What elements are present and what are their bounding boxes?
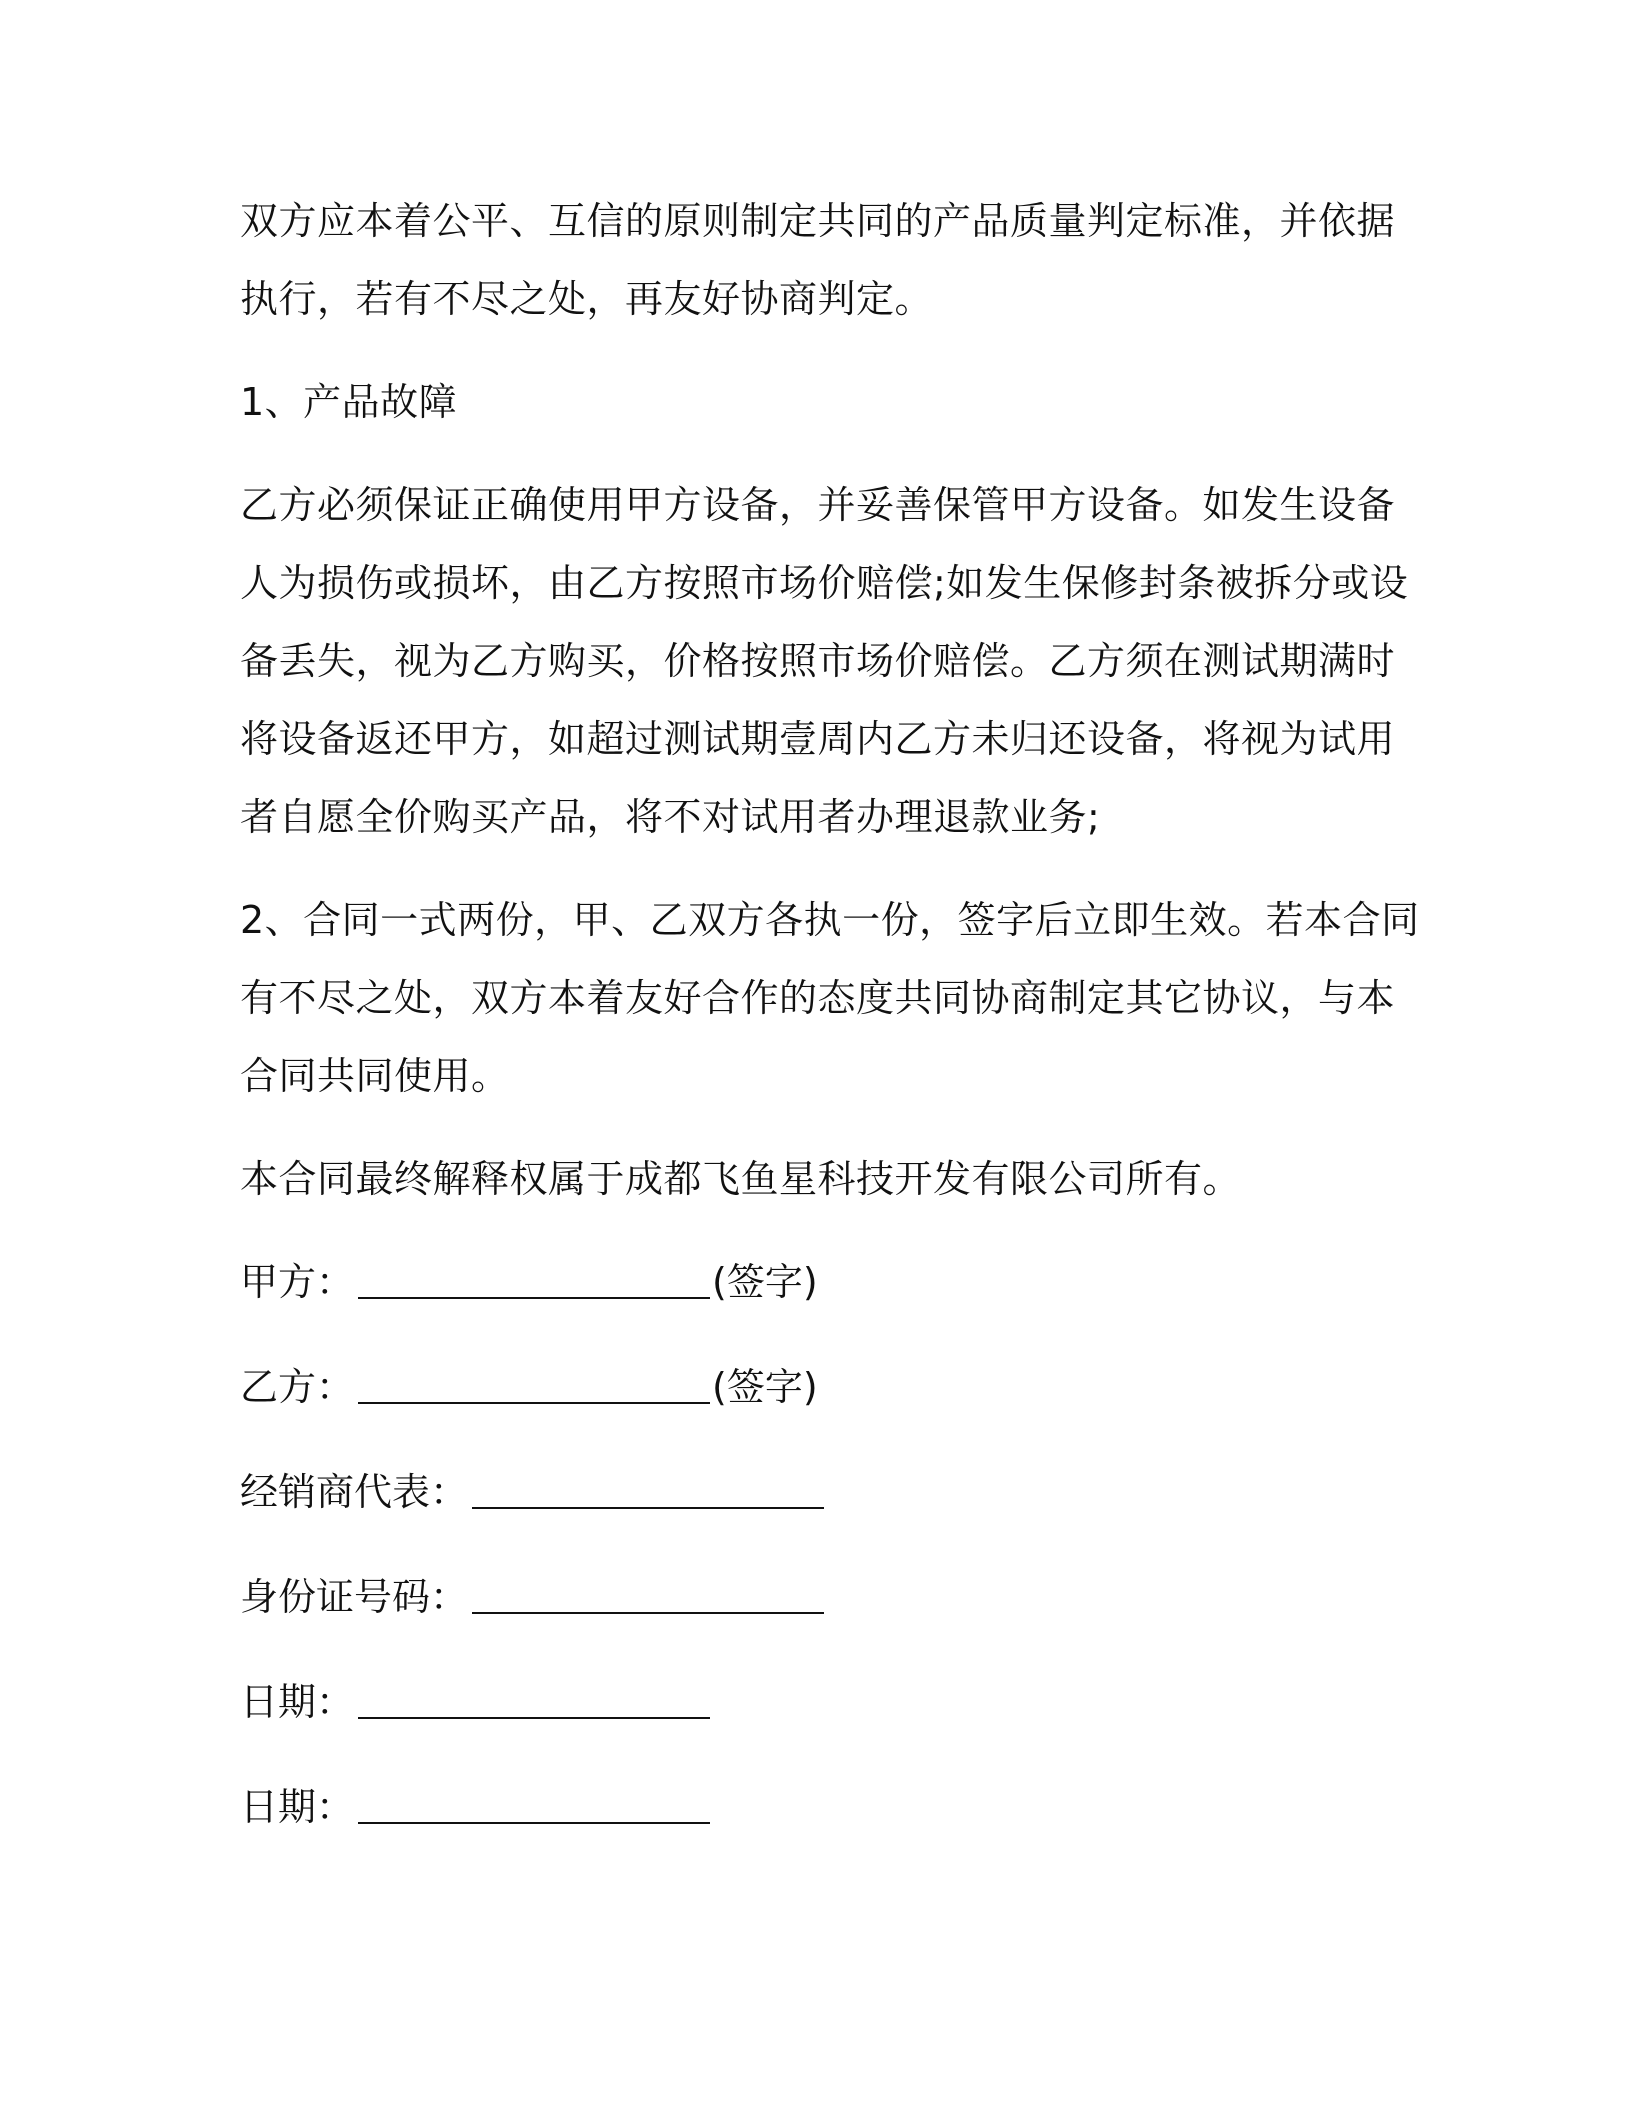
- text-line: 备丢失，视为乙方购买，价格按照市场价赔偿。乙方须在测试期满时: [240, 639, 1396, 683]
- document-body: [240, 182, 1420, 1873]
- text-line: 有不尽之处，双方本着友好合作的态度共同协商制定其它协议，与本: [240, 976, 1396, 1020]
- signature-blank-line[interactable]: [358, 1259, 710, 1299]
- text-line: 乙方必须保证正确使用甲方设备，并妥善保管甲方设备。如发生设备: [240, 483, 1396, 527]
- text-line: 人为损伤或损坏，由乙方按照市场价赔偿;如发生保修封条被拆分或设: [240, 561, 1409, 605]
- text-line: 本合同最终解释权属于成都飞鱼星科技开发有限公司所有。: [240, 1157, 1242, 1201]
- text-line: 2、合同一式两份，甲、乙双方各执一份，签字后立即生效。若本合同: [240, 898, 1420, 942]
- text-line: 合同共同使用。: [240, 1054, 510, 1098]
- signature-blank-line[interactable]: [472, 1574, 824, 1614]
- signature-date-2: [240, 1768, 1390, 1846]
- signature-blank-line[interactable]: [472, 1469, 824, 1509]
- signature-party-a: [240, 1243, 1390, 1321]
- paragraph-interpretation-right: [240, 1140, 1390, 1218]
- signature-blank-line[interactable]: [358, 1784, 710, 1824]
- signature-party-b: [240, 1348, 1390, 1426]
- signature-label: 日期：: [240, 1680, 355, 1724]
- text-line: 者自愿全价购买产品，将不对试用者办理退款业务;: [240, 795, 1101, 839]
- signature-date-1: [240, 1663, 1390, 1741]
- section-heading-product-failure: [240, 363, 1390, 441]
- signature-suffix: (签字): [712, 1365, 818, 1409]
- signature-label: 经销商代表：: [240, 1470, 469, 1514]
- signature-label: 乙方：: [240, 1365, 355, 1409]
- text-line: 双方应本着公平、互信的原则制定共同的产品质量判定标准，并依据: [240, 199, 1396, 243]
- text-line: 将设备返还甲方，如超过测试期壹周内乙方未归还设备，将视为试用: [240, 717, 1396, 761]
- signature-suffix: (签字): [712, 1260, 818, 1304]
- signature-label: 甲方：: [240, 1260, 355, 1304]
- signature-blank-line[interactable]: [358, 1364, 710, 1404]
- text-line: 1、产品故障: [240, 380, 458, 424]
- text-line: 执行，若有不尽之处，再友好协商判定。: [240, 277, 934, 321]
- paragraph-quality-standard: [240, 182, 1396, 338]
- signature-label: 身份证号码：: [240, 1575, 469, 1619]
- signature-blank-line[interactable]: [358, 1679, 710, 1719]
- paragraph-equipment-liability: [240, 466, 1409, 856]
- signature-dealer-rep: [240, 1453, 1390, 1531]
- signature-label: 日期：: [240, 1785, 355, 1829]
- signature-id-number: [240, 1558, 1390, 1636]
- paragraph-contract-copies: [240, 881, 1420, 1115]
